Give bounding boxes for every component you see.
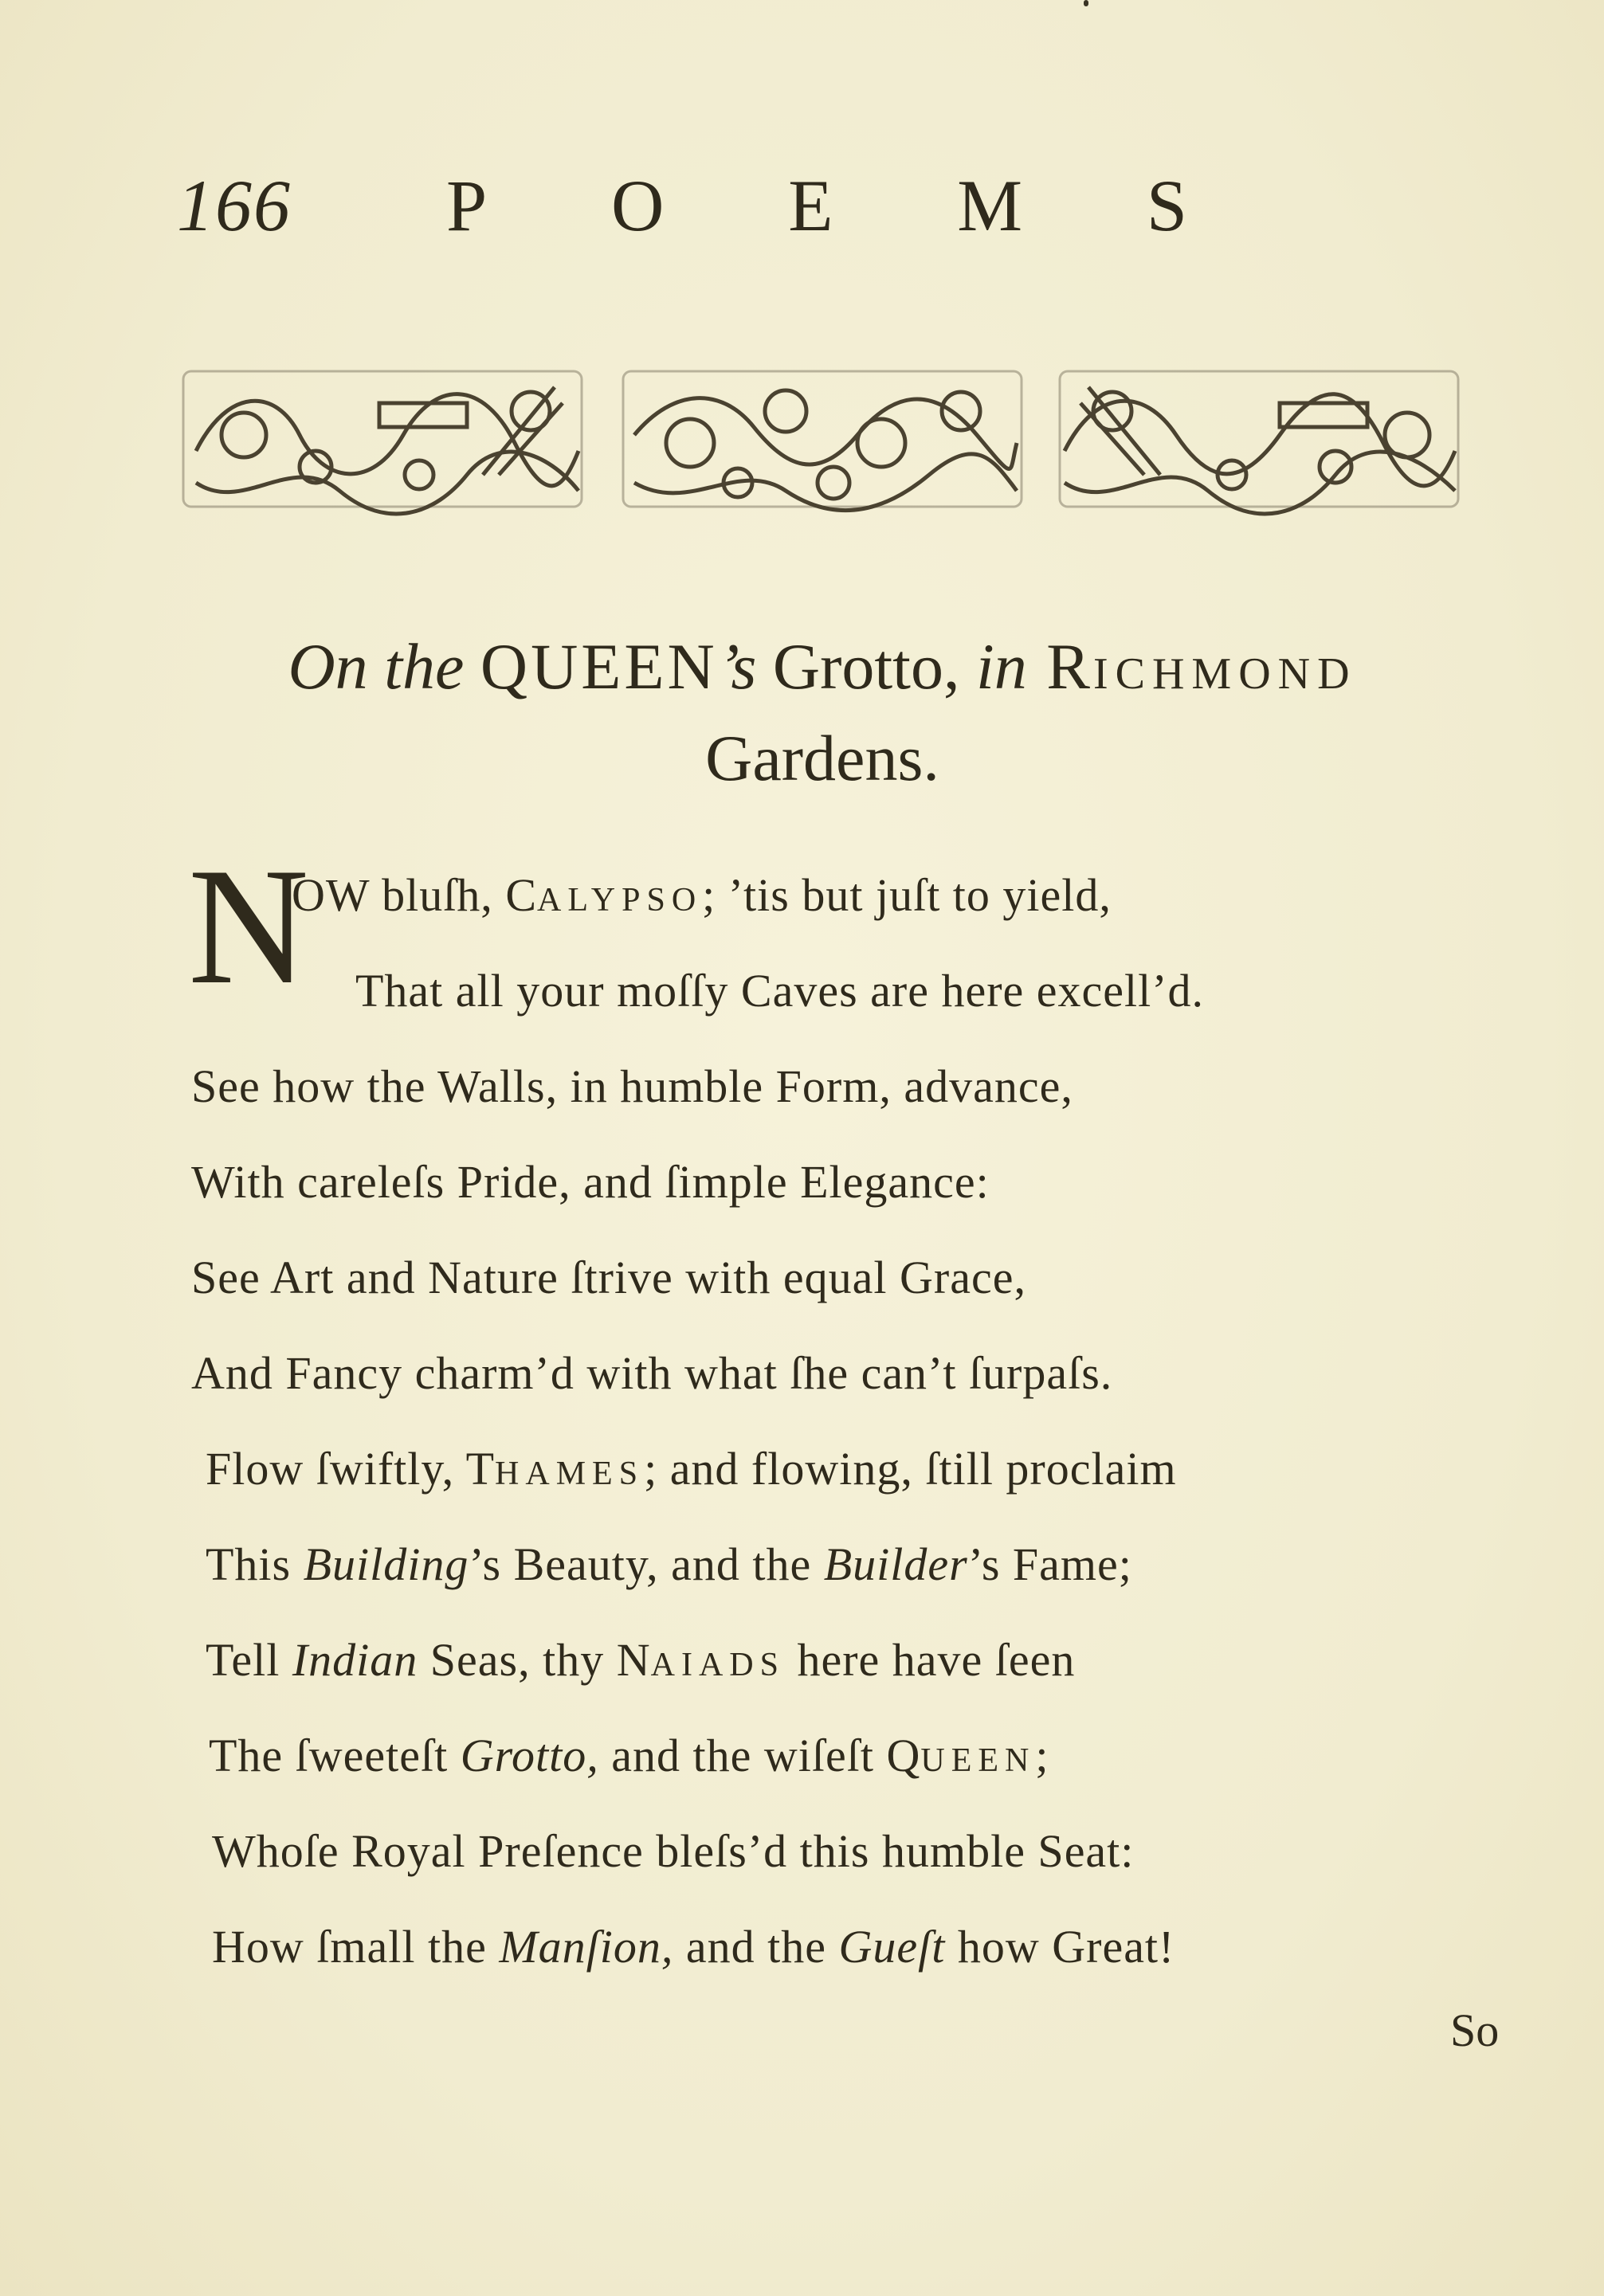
small-cap-initial: N: [616, 1634, 651, 1686]
verse-line: [212, 1920, 1175, 1973]
title-s: ’s: [717, 630, 757, 703]
small-caps: UEEN: [920, 1742, 1036, 1779]
title-in: in: [975, 630, 1027, 703]
running-head: [446, 163, 1187, 248]
verse-line: With careleſs Pride, and ſimple Elegance:: [191, 1156, 990, 1208]
text: Seas, thy: [418, 1634, 617, 1686]
italic-text: Builder: [823, 1538, 968, 1590]
text: ; ’tis but juſt to yield,: [702, 869, 1112, 921]
title-richmond-small: ICHMOND: [1092, 649, 1357, 699]
verse-line: Whoſe Royal Preſence bleſs’d this humble Seat:: [212, 1825, 1135, 1877]
small-cap-initial: T: [465, 1443, 496, 1495]
verse-line: And Fancy charm’d with what ſhe can’t ſurpaſs.: [191, 1347, 1113, 1399]
text: This: [206, 1538, 304, 1590]
text: how Great!: [945, 1921, 1175, 1973]
running-head-letter: P: [446, 165, 488, 246]
italic-text: Indian: [292, 1634, 418, 1686]
poem-title-line2: Gardens.: [705, 722, 939, 794]
text: and the: [673, 1921, 839, 1973]
verse-line: [292, 868, 1112, 922]
title-richmond-cap: R: [1026, 630, 1093, 703]
verse-line: [206, 1633, 1075, 1687]
running-head-letter: E: [788, 165, 833, 246]
small-caps: AIADS: [650, 1647, 785, 1683]
text: Flow ſwiftly,: [206, 1443, 466, 1495]
text: The ſweeteſt: [209, 1730, 461, 1781]
text: How ſmall the: [212, 1921, 500, 1973]
running-head-letter: S: [1146, 165, 1187, 246]
verse-line: [209, 1729, 1049, 1782]
text: ; and flowing, ſtill proclaim: [644, 1443, 1177, 1495]
text: ;: [1035, 1730, 1049, 1781]
headpiece-ornament: [180, 355, 1461, 526]
catchword: So: [1450, 2004, 1500, 2056]
italic-text: Manſion,: [499, 1921, 674, 1973]
text: and the wiſeſt: [598, 1730, 887, 1781]
poem-title: [177, 629, 1468, 704]
italic-text: Grotto,: [460, 1730, 599, 1781]
verse-line: That all your moſſy Caves are here excell’d.: [355, 965, 1205, 1017]
title-the: the: [367, 630, 480, 703]
title-queen: QUEEN: [480, 630, 718, 703]
text: here have ſeen: [784, 1634, 1076, 1686]
ink-mark: [1084, 0, 1088, 6]
italic-text: Building: [303, 1538, 469, 1590]
running-head-letter: O: [610, 165, 665, 246]
text: OW bluſh,: [292, 869, 506, 921]
small-cap-initial: Q: [886, 1730, 921, 1781]
text: ’s Beauty, and the: [469, 1538, 824, 1590]
running-head-letter: M: [957, 165, 1023, 246]
drop-cap: N: [188, 834, 309, 1019]
text: Tell: [206, 1634, 292, 1686]
verse-line: [206, 1538, 1132, 1591]
page-number: 166: [177, 165, 292, 246]
text: ’s Fame;: [967, 1538, 1132, 1590]
italic-text: Gueſt: [838, 1921, 946, 1973]
title-on: On: [288, 630, 368, 703]
small-cap-initial: C: [505, 869, 537, 921]
small-caps: ALYPSO: [537, 882, 703, 919]
verse-line: See Art and Nature ſtrive with equal Grace,: [191, 1252, 1026, 1303]
title-richmond: [1027, 630, 1357, 703]
title-grotto: Grotto,: [756, 630, 976, 703]
small-caps: HAMES: [495, 1456, 645, 1492]
verse-line: See how the Walls, in humble Form, advance,: [191, 1060, 1073, 1112]
verse-line: [206, 1442, 1177, 1495]
